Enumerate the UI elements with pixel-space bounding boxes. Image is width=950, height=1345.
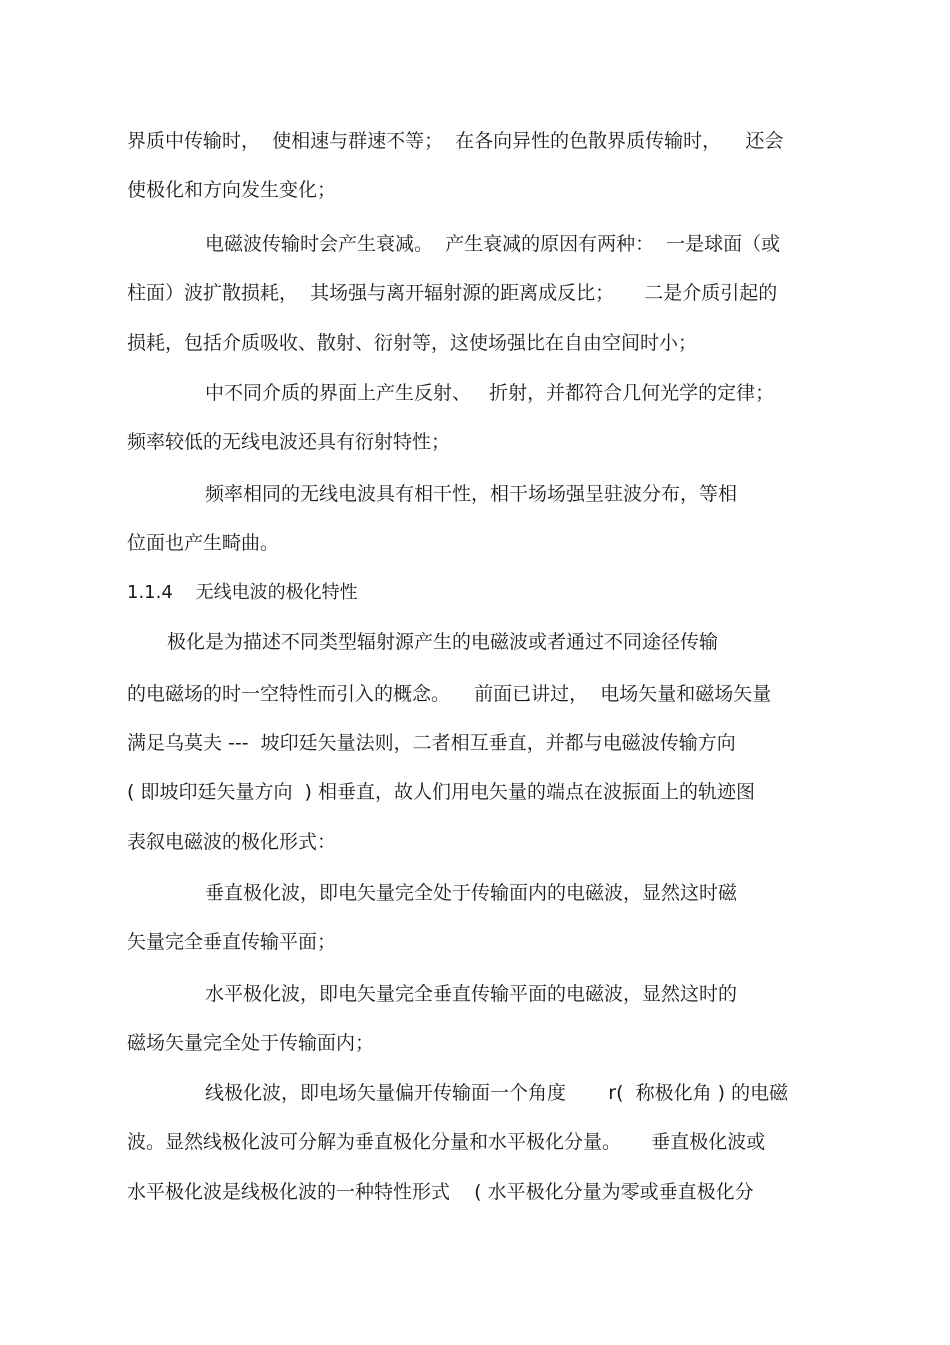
text-line: 磁场矢量完全处于传输面内； [127,1032,375,1054]
text-line: 界质中传输时， 使相速与群速不等； 在各向异性的色散界质传输时， 还会 [127,130,784,152]
text-line: 极化是为描述不同类型辐射源产生的电磁波或者通过不同途径传输 [167,631,719,653]
text-line: 损耗，包括介质吸收、散射、衍射等，这使场强比在自由空间时小； [127,332,698,354]
text-line: 满足乌莫夫 --- 坡印廷矢量法则，二者相互垂直，并都与电磁波传输方向 [127,732,736,754]
text-line: ( 即坡印廷矢量方向 ) 相垂直，故人们用电矢量的端点在波振面上的轨迹图 [127,781,755,803]
text-line: 线极化波，即电场矢量偏开传输面一个角度 r( 称极化角 ) 的电磁 [205,1082,789,1104]
text-line: 矢量完全垂直传输平面； [127,931,337,953]
text-line: 波。显然线极化波可分解为垂直极化分量和水平极化分量。 垂直极化波或 [127,1131,766,1153]
text-line: 频率相同的无线电波具有相干性，相干场场强呈驻波分布，等相 [205,483,738,505]
text-line: 柱面）波扩散损耗， 其场强与离开辐射源的距离成反比； 二是介质引起的 [127,282,778,304]
text-line: 的电磁场的时一空特性而引入的概念。 前面已讲过， 电场矢量和磁场矢量 [127,683,772,705]
text-line: 垂直极化波，即电矢量完全处于传输面内的电磁波，显然这时磁 [205,882,738,904]
text-line: 水平极化波是线极化波的一种特性形式 ( 水平极化分量为零或垂直极化分 [127,1181,754,1203]
text-line: 使极化和方向发生变化； [127,179,337,201]
text-line: 表叙电磁波的极化形式： [127,831,337,853]
text-line: 水平极化波，即电矢量完全垂直传输平面的电磁波，显然这时的 [205,983,738,1005]
text-line: 位面也产生畸曲。 [127,532,280,554]
text-line: 频率较低的无线电波还具有衍射特性； [127,431,451,453]
section-heading: 1.1.4 无线电波的极化特性 [127,582,358,603]
text-line: 中不同介质的界面上产生反射、 折射，并都符合几何光学的定律； [205,382,775,404]
text-line: 电磁波传输时会产生衰减。 产生衰减的原因有两种： 一是球面（或 [205,233,781,255]
